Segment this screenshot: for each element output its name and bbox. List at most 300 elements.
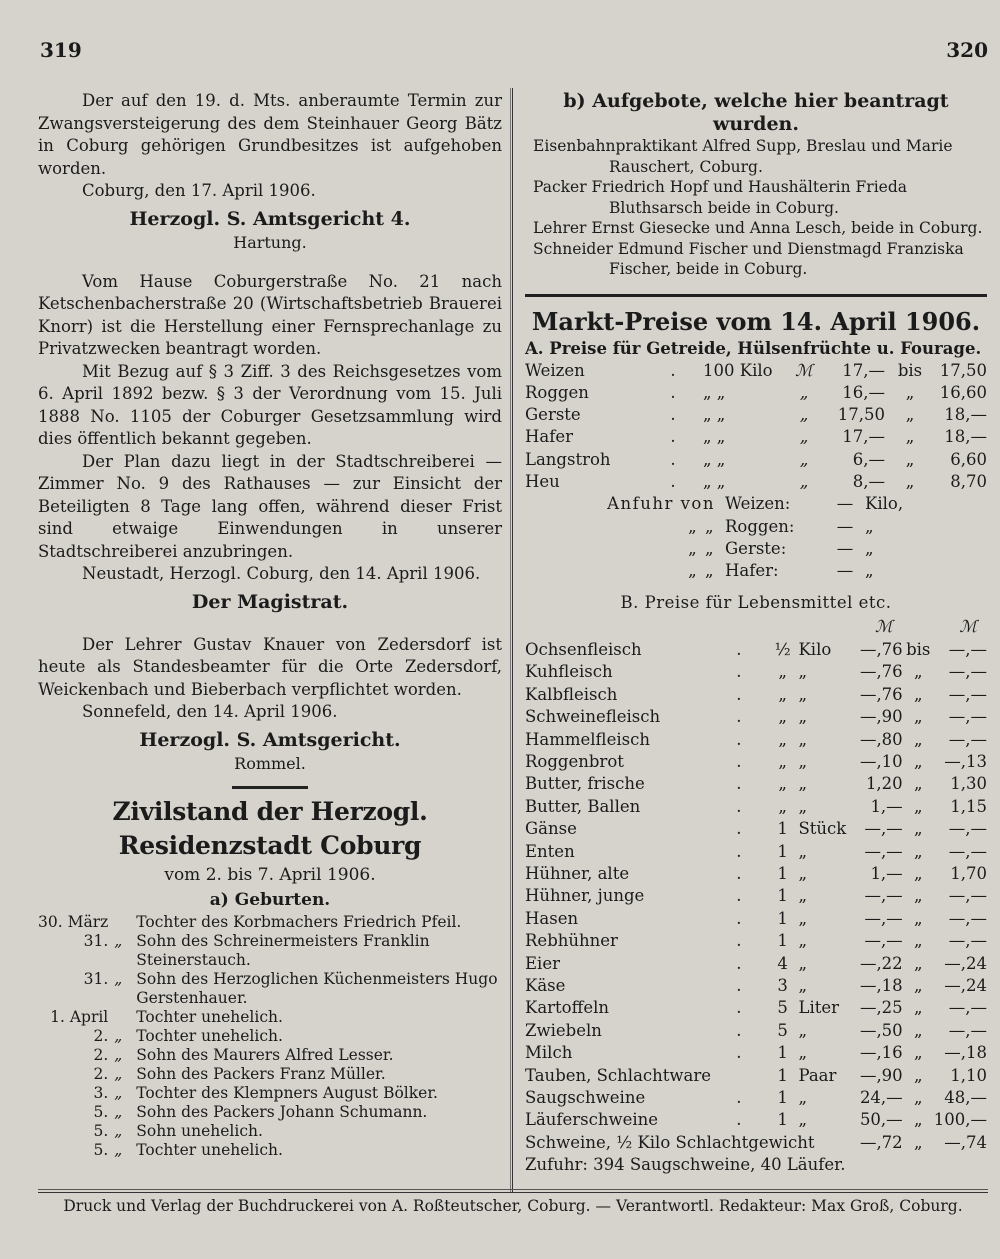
- delivery-prefix: „ „: [688, 516, 715, 536]
- birth-date: 3.: [93, 1083, 109, 1102]
- delivery-prefix: Anfuhr von: [607, 494, 715, 514]
- food-name: Tauben, Schlachtware: [525, 1065, 712, 1085]
- birth-date: 2.: [93, 1064, 109, 1083]
- food-name: Käse: [525, 975, 566, 995]
- ditto-mark: „: [114, 1083, 123, 1102]
- food-name: Hühner, junge: [525, 886, 645, 906]
- quantity: 5: [777, 998, 788, 1018]
- food-row: [525, 953, 987, 975]
- delivery-table: [525, 493, 987, 582]
- place-date: Neustadt, Herzogl. Coburg, den 14. April 1906.: [82, 564, 481, 583]
- commodity-name: Weizen: [525, 360, 585, 380]
- currency: ℳ: [795, 360, 813, 380]
- leader-dots: .: [736, 1020, 742, 1040]
- leader-dots: .: [736, 819, 742, 839]
- birth-date: 31.: [83, 969, 109, 988]
- leader-dots: .: [670, 405, 676, 425]
- leader-dots: .: [670, 427, 676, 447]
- price-bis: „: [913, 729, 923, 749]
- authority: Der Magistrat.: [191, 590, 349, 613]
- birth-row: [38, 1027, 502, 1046]
- quantity: 1: [777, 819, 788, 839]
- price-bis: bis: [906, 639, 931, 659]
- quantity: „: [778, 729, 787, 749]
- price-to: —,—: [948, 886, 987, 906]
- food-price-table: [525, 616, 987, 1154]
- price-from: 17,—: [842, 427, 885, 447]
- quantity: „ „: [703, 449, 726, 469]
- price-to: 6,60: [950, 449, 987, 469]
- notice-text: Mit Bezug auf § 3 Ziff. 3 des Reichsgesetzes vom 6. April 1892 bezw. § 3 der Verordnung vom 15. Juli 1888 No. 1105 der Coburger Gesetzsammlung wird dies öffentlich bekannt gegeben.: [38, 361, 502, 448]
- signer: Rommel.: [234, 753, 306, 773]
- food-heading: B. Preise für Lebensmittel etc.: [620, 593, 892, 613]
- grain-heading: A. Preise für Getreide, Hülsenfrüchte u. Fourage.: [525, 338, 982, 358]
- price-bis: „: [913, 1043, 923, 1063]
- right-column: [525, 90, 987, 1176]
- birth-row: [38, 1065, 502, 1084]
- leader-dots: .: [736, 639, 742, 659]
- price-to: —,74: [944, 1132, 987, 1152]
- commodity-name: Roggen: [525, 382, 589, 402]
- price-to: 17,50: [939, 360, 987, 380]
- leader-dots: .: [670, 449, 676, 469]
- food-name: Zwiebeln: [525, 1020, 602, 1040]
- price-to: —,—: [948, 908, 987, 928]
- banns-heading: b) Aufgebote, welche hier beantragt wurden.: [563, 90, 949, 135]
- market-title: Markt-Preise vom 14. April 1906.: [531, 306, 981, 336]
- price-to: 18,—: [944, 427, 987, 447]
- birth-entry: Sohn des Packers Franz Müller.: [136, 1064, 386, 1083]
- birth-entry: Sohn des Maurers Alfred Lesser.: [136, 1045, 394, 1064]
- food-row: [525, 975, 987, 997]
- quantity: 5: [777, 1020, 788, 1040]
- food-name: Roggenbrot: [525, 751, 624, 771]
- quantity: 1: [777, 1065, 788, 1085]
- authority: Herzogl. S. Amtsgericht 4.: [129, 207, 411, 230]
- price-to: —,—: [948, 707, 987, 727]
- banns-entry: Packer Friedrich Hopf und Haushälterin Frieda Bluthsarsch beide in Coburg.: [533, 178, 907, 217]
- banns-section: [525, 90, 987, 280]
- unit: „: [798, 684, 808, 704]
- price-bis: „: [905, 405, 915, 425]
- birth-date: 5.: [93, 1121, 109, 1140]
- authority: Herzogl. S. Amtsgericht.: [139, 728, 401, 751]
- price-to: —,18: [944, 1043, 987, 1063]
- delivery-dash: —: [836, 494, 854, 514]
- currency: „: [799, 471, 809, 491]
- food-row: [525, 1087, 987, 1109]
- price-to: 18,—: [944, 405, 987, 425]
- currency: „: [799, 405, 809, 425]
- quantity: ½: [774, 639, 791, 659]
- birth-entry: Tochter unehelich.: [136, 1140, 283, 1159]
- banns-list: [525, 136, 987, 280]
- food-row: [525, 885, 987, 907]
- ditto-mark: „: [114, 1102, 123, 1121]
- leader-dots: .: [736, 886, 742, 906]
- banns-entry: Lehrer Ernst Giesecke und Anna Lesch, beide in Coburg.: [533, 219, 983, 237]
- births-heading: a) Geburten.: [209, 889, 331, 910]
- food-name: Eier: [525, 953, 560, 973]
- delivery-row: [525, 560, 987, 582]
- food-name: Gänse: [525, 819, 577, 839]
- price-from: 1,—: [870, 796, 903, 816]
- quantity: 1: [777, 886, 788, 906]
- leader-dots: .: [736, 1088, 742, 1107]
- column-divider: [512, 88, 513, 1193]
- unit: „: [798, 1088, 808, 1107]
- food-name: Rebhühner: [525, 931, 618, 951]
- food-name: Hammelfleisch: [525, 729, 650, 749]
- price-to: —,—: [948, 729, 987, 749]
- unit: Stück: [798, 819, 847, 839]
- delivery-row: [525, 493, 987, 515]
- birth-date: 5.: [93, 1140, 109, 1159]
- leader-dots: .: [736, 707, 742, 727]
- price-bis: „: [913, 684, 923, 704]
- price-from: —,76: [859, 684, 903, 704]
- delivery-row: [525, 516, 987, 538]
- birth-row: [38, 913, 502, 932]
- price-from: —,—: [864, 908, 903, 928]
- birth-date: 2.: [93, 1045, 109, 1064]
- leader-dots: .: [736, 662, 742, 682]
- delivery-unit: „: [865, 516, 874, 536]
- birth-row: [38, 932, 502, 970]
- price-to: —,—: [948, 841, 987, 861]
- supply-note: Zufuhr: 394 Saugschweine, 40 Läufer.: [525, 1155, 846, 1175]
- leader-dots: .: [736, 796, 742, 816]
- leader-dots: .: [736, 953, 742, 973]
- food-row: [525, 1042, 987, 1064]
- price-to: —,—: [948, 684, 987, 704]
- market-prices: [525, 307, 987, 1177]
- price-bis: „: [913, 1110, 923, 1130]
- food-name: Hühner, alte: [525, 863, 630, 883]
- leader-dots: .: [736, 684, 742, 704]
- quantity: 3: [777, 975, 788, 995]
- price-from: —,76: [859, 662, 903, 682]
- leader-dots: .: [736, 1043, 742, 1063]
- birth-row: [38, 1084, 502, 1103]
- currency: „: [799, 427, 809, 447]
- price-bis: „: [913, 908, 923, 928]
- quantity: 1: [777, 841, 788, 861]
- food-name: Kuhfleisch: [525, 662, 613, 682]
- leader-dots: .: [736, 975, 742, 995]
- food-row: [525, 751, 987, 773]
- food-row: [525, 863, 987, 885]
- currency-label: ℳ: [959, 617, 977, 637]
- unit: Liter: [798, 998, 840, 1018]
- price-bis: „: [905, 427, 915, 447]
- price-from: —,16: [859, 1043, 903, 1063]
- commodity-name: Heu: [525, 471, 560, 491]
- quantity: 1: [777, 1110, 788, 1130]
- price-from: —,—: [864, 886, 903, 906]
- price-from: —,72: [859, 1132, 903, 1152]
- birth-date: 30. März: [38, 912, 109, 931]
- birth-row: [38, 1008, 502, 1027]
- delivery-item: Roggen:: [725, 516, 795, 536]
- birth-entry: Tochter unehelich.: [136, 1007, 283, 1026]
- food-name: Saugschweine: [525, 1088, 646, 1107]
- place-date: Coburg, den 17. April 1906.: [82, 181, 316, 200]
- unit: „: [798, 908, 808, 928]
- food-name: Enten: [525, 841, 575, 861]
- column-divider-inner: [510, 88, 511, 1193]
- delivery-unit: Kilo,: [865, 494, 904, 514]
- food-name: Butter, frische: [525, 774, 645, 794]
- price-bis: „: [905, 471, 915, 491]
- food-row: [525, 930, 987, 952]
- price-bis: „: [913, 953, 923, 973]
- price-bis: „: [913, 863, 923, 883]
- delivery-row: [525, 538, 987, 560]
- grain-row: [525, 471, 987, 493]
- quantity: 1: [777, 931, 788, 951]
- food-row: [525, 796, 987, 818]
- price-bis: „: [913, 841, 923, 861]
- price-bis: „: [913, 751, 923, 771]
- section-divider: [232, 786, 308, 789]
- commodity-name: Hafer: [525, 427, 573, 447]
- price-to: —,24: [944, 953, 987, 973]
- food-row: [525, 908, 987, 930]
- birth-date: 2.: [93, 1026, 109, 1045]
- banns-entry: Eisenbahnpraktikant Alfred Supp, Breslau und Marie Rauschert, Coburg.: [533, 137, 953, 176]
- footer-rule: [38, 1189, 988, 1190]
- notice-text: Der Lehrer Gustav Knauer von Zedersdorf ist heute als Standesbeamter für die Orte Zedersdorf, Weickenbach und Bieberbach verpflichtet worden.: [38, 634, 502, 699]
- food-name: Hasen: [525, 908, 579, 928]
- price-bis: „: [913, 886, 923, 906]
- delivery-unit: „: [865, 538, 874, 558]
- unit: „: [798, 1110, 808, 1130]
- birth-entry: Tochter unehelich.: [136, 1026, 283, 1045]
- unit: „: [798, 774, 808, 794]
- unit: „: [798, 662, 808, 682]
- civil-registry-title: Zivilstand der Herzogl. Residenzstadt Coburg: [112, 796, 428, 860]
- delivery-item: Weizen:: [725, 494, 791, 514]
- leader-dots: .: [670, 471, 676, 491]
- unit: Kilo: [798, 639, 832, 659]
- currency: „: [799, 382, 809, 402]
- births-list: [38, 913, 502, 1160]
- price-bis: „: [913, 1088, 923, 1107]
- price-to: —,—: [948, 931, 987, 951]
- food-name: Kalbfleisch: [525, 684, 618, 704]
- price-from: —,22: [859, 953, 903, 973]
- unit: „: [798, 1020, 808, 1040]
- price-to: —,—: [948, 1020, 987, 1040]
- leader-dots: .: [736, 931, 742, 951]
- price-bis: „: [913, 975, 923, 995]
- notice-registrar: [38, 634, 502, 774]
- notice-telephone: [38, 271, 502, 616]
- currency-header-row: [525, 616, 987, 638]
- price-to: —,—: [948, 819, 987, 839]
- food-name: Ochsenfleisch: [525, 639, 642, 659]
- price-to: 100,—: [933, 1110, 987, 1130]
- ditto-mark: „: [114, 1140, 123, 1159]
- delivery-prefix: „ „: [688, 538, 715, 558]
- price-to: 1,10: [950, 1065, 987, 1085]
- price-from: —,—: [864, 931, 903, 951]
- birth-date: 5.: [93, 1102, 109, 1121]
- birth-entry: Sohn des Schreinermeisters Franklin Steinerstauch.: [136, 931, 430, 969]
- price-bis: „: [905, 449, 915, 469]
- price-bis: „: [913, 998, 923, 1018]
- unit: „: [798, 751, 808, 771]
- leader-dots: .: [736, 751, 742, 771]
- price-to: 16,60: [939, 382, 987, 402]
- delivery-item: Hafer:: [725, 561, 779, 581]
- birth-row: [38, 1046, 502, 1065]
- quantity: „: [778, 774, 787, 794]
- imprint: Druck und Verlag der Buchdruckerei von A. Roßteutscher, Coburg. — Verantwortl. Redakteur: Max Groß, Coburg.: [63, 1197, 963, 1215]
- price-from: —,—: [864, 841, 903, 861]
- quantity: „: [778, 707, 787, 727]
- quantity: „: [778, 662, 787, 682]
- quantity: 4: [777, 953, 788, 973]
- ditto-mark: [114, 913, 136, 932]
- delivery-dash: —: [836, 538, 854, 558]
- price-to: —,—: [948, 662, 987, 682]
- leader-dots: .: [670, 360, 676, 380]
- banns-entry: Schneider Edmund Fischer und Dienstmagd Franziska Fischer, beide in Coburg.: [533, 239, 964, 278]
- leader-dots: .: [736, 998, 742, 1018]
- ditto-mark: „: [114, 931, 123, 950]
- unit: „: [798, 729, 808, 749]
- ditto-mark: „: [114, 969, 123, 988]
- grain-row: [525, 360, 987, 382]
- birth-row: [38, 1103, 502, 1122]
- leader-dots: .: [736, 729, 742, 749]
- price-bis: „: [913, 707, 923, 727]
- food-row: [525, 639, 987, 661]
- quantity: „: [778, 796, 787, 816]
- price-to: —,—: [948, 639, 987, 659]
- unit: „: [798, 886, 808, 906]
- price-from: —,10: [859, 751, 903, 771]
- footer-rule: [38, 1192, 988, 1193]
- food-name: Läuferschweine: [525, 1110, 659, 1130]
- price-from: —,80: [859, 729, 903, 749]
- unit: „: [798, 975, 808, 995]
- price-bis: bis: [897, 360, 923, 380]
- delivery-prefix: „ „: [688, 561, 715, 581]
- leader-dots: .: [736, 841, 742, 861]
- price-to: 8,70: [950, 471, 987, 491]
- currency: „: [799, 449, 809, 469]
- price-from: —,90: [859, 1065, 903, 1085]
- food-row: [525, 1132, 987, 1154]
- price-bis: „: [913, 1132, 923, 1152]
- unit: „: [798, 863, 808, 883]
- grain-row: [525, 426, 987, 448]
- quantity: „: [778, 751, 787, 771]
- price-from: 1,20: [865, 774, 903, 794]
- food-row: [525, 841, 987, 863]
- price-bis: „: [913, 1065, 923, 1085]
- price-from: —,76: [859, 639, 903, 659]
- quantity: 1: [777, 908, 788, 928]
- birth-entry: Tochter des Klempners August Bölker.: [136, 1083, 438, 1102]
- unit: „: [798, 953, 808, 973]
- food-row: [525, 997, 987, 1019]
- food-name: Schweinefleisch: [525, 707, 661, 727]
- price-bis: „: [905, 382, 915, 402]
- price-from: 50,—: [859, 1110, 903, 1130]
- price-bis: „: [913, 931, 923, 951]
- delivery-dash: —: [836, 561, 854, 581]
- unit: Paar: [798, 1065, 837, 1085]
- ditto-mark: [114, 1008, 136, 1027]
- food-row: [525, 684, 987, 706]
- food-row: [525, 1065, 987, 1087]
- leader-dots: .: [736, 1110, 742, 1130]
- notice-text: Der auf den 19. d. Mts. anberaumte Termin zur Zwangsversteigerung des dem Steinhauer Georg Bätz in Coburg gehörigen Grundbesitzes ist aufgehoben worden.: [38, 91, 502, 178]
- commodity-name: Gerste: [525, 405, 581, 425]
- price-to: —,24: [944, 975, 987, 995]
- grain-price-table: [525, 360, 987, 494]
- birth-date: 31.: [83, 931, 109, 950]
- quantity: „ „: [703, 471, 726, 491]
- food-row: [525, 1109, 987, 1131]
- birth-entry: Tochter des Korbmachers Friedrich Pfeil.: [136, 912, 462, 931]
- place-date: Sonnefeld, den 14. April 1906.: [82, 702, 338, 721]
- birth-entry: Sohn des Packers Johann Schumann.: [136, 1102, 428, 1121]
- price-from: —,50: [859, 1020, 903, 1040]
- quantity: „: [778, 684, 787, 704]
- grain-row: [525, 382, 987, 404]
- price-from: 16,—: [842, 382, 885, 402]
- price-bis: „: [913, 796, 923, 816]
- delivery-unit: „: [865, 561, 874, 581]
- leader-dots: .: [670, 382, 676, 402]
- food-row: [525, 773, 987, 795]
- price-to: —,—: [948, 998, 987, 1018]
- quantity: „ „: [703, 405, 726, 425]
- food-row: [525, 706, 987, 728]
- unit: „: [798, 1043, 808, 1063]
- food-name: Schweine, ½ Kilo Schlachtgewicht: [525, 1132, 815, 1152]
- grain-row: [525, 404, 987, 426]
- leader-dots: .: [736, 863, 742, 883]
- price-to: 1,70: [950, 863, 987, 883]
- price-from: 17,—: [842, 360, 885, 380]
- birth-date: 1. April: [50, 1007, 109, 1026]
- section-divider: [525, 294, 987, 297]
- price-bis: „: [913, 662, 923, 682]
- unit: „: [798, 707, 808, 727]
- quantity: 1: [777, 863, 788, 883]
- ditto-mark: „: [114, 1045, 123, 1064]
- birth-row: [38, 970, 502, 1008]
- food-row: [525, 818, 987, 840]
- quantity: 1: [777, 1043, 788, 1063]
- price-from: —,18: [859, 975, 903, 995]
- birth-entry: Sohn des Herzoglichen Küchenmeisters Hugo Gerstenhauer.: [136, 969, 498, 1007]
- price-bis: „: [913, 819, 923, 839]
- price-from: —,90: [859, 707, 903, 727]
- page-number-right: 320: [946, 38, 988, 62]
- food-row: [525, 729, 987, 751]
- ditto-mark: „: [114, 1026, 123, 1045]
- food-name: Milch: [525, 1043, 573, 1063]
- food-name: Butter, Ballen: [525, 796, 641, 816]
- ditto-mark: „: [114, 1064, 123, 1083]
